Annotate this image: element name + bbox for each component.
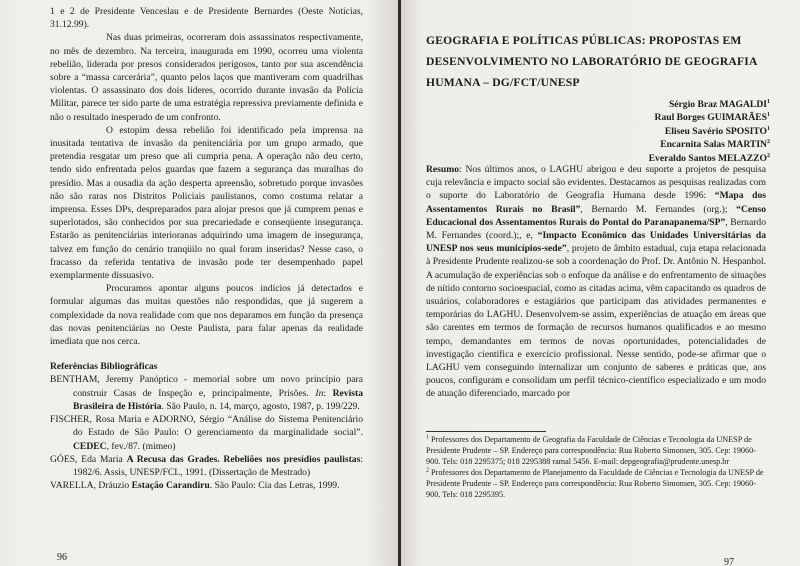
paragraph: Procuramos apontar alguns poucos indícios já detectados e formular algumas das muitas questões não respondidas, que já sugerem a complexidade da nova realidade com que nos deparamos em função da presença das novas penitenciárias no Oeste Paulista, para falar apenas da realidade imediata que nos cerca. xyxy=(50,283,363,348)
paragraph: O estopim dessa rebelião foi identificado pela imprensa na inusitada tentativa de invasão da penitenciária por um grupo armado, que pretendia resgatar um preso que ali cumpria pena. A operação não deu certo, tendo sido enfrentada pelos guardas que fazem a segurança das muralhas do presídio. Mas a ousadia da ação desperta apreensão, sobretudo porque invasões não são raras nos Distritos Policiais paulistanos, como costuma relatar a imprensa. Esses DPs, despreparados para alojar presos que já cumprem penas e superlotados, são conhecidos por sua precariedade e conseqüente insegurança. Estarão as penitenciárias interioranas adquirindo uma imagem de insegurança, talvez em função do cenário tranqüilo no qual foram inseridas? Nesse caso, o fracasso da referida tentativa de invasão pode ter desempenhado papel exemplarmente dissuasivo. xyxy=(50,124,363,282)
footnote: $^1$ Professores dos Departamento de Geografia da Faculdade de Ciências e Tecnologia da UNESP de Presidente Prudente – SP. Endereço para correspondência: Rua Roberto Simonsen, 305. Cep: 19060-900. Tels: 018 2295375; 018 2295388 ramal 5456. E-mail: depgeografia@prudente.unesp.br xyxy=(426,434,756,466)
article-title: GEOGRAFIA E POLÍTICAS PÚBLICAS: PROPOSTAS EM DESENVOLVIMENTO NO LABORATÓRIO DE GEOGRAFIA HUMANA – DG/FCT/UNESP xyxy=(426,34,757,89)
author: Sérgio Braz MAGALDI$^1$ xyxy=(668,98,770,110)
footnote-divider xyxy=(426,431,546,432)
abstract-label: Resumo xyxy=(426,164,460,175)
reference-item: VARELLA, Dráuzio Estação Carandiru. São Paulo: Cia das Letras, 1999. xyxy=(50,480,340,492)
left-body-text xyxy=(50,5,363,492)
author: Encarnita Salas MARTIN$^2$ xyxy=(660,139,770,151)
abstract: Resumo: Nos últimos anos, o LAGHU abrigou e deu suporte a projetos de pesquisa cuja relevância e impacto social são evidentes. Destacamos as pesquisas realizadas com o suporte do Laboratório de Geografia Humana desde 1996: “Mapa dos Assentamentos Rurais no Brasil”, Bernardo M. Fernandes (org.); “Censo Educacional dos Assentamentos Rurais do Pontal do Paranapanema/SP”, Bernardo M. Fernandes (coord.);, e, “Impacto Econômico das Unidades Universitárias da UNESP nos seus municípios-sede”, projeto de âmbito estadual, cuja etapa relacionada à Presidente Prudente realizou-se sob a coordenação do Prof. Dr. Antônio N. Hespanhol. A acumulação de experiências sob o enfoque da análise e do enfrentamento de situações de nítido contorno socioespacial, como as citadas acima, vêm capacitando os quadros de usuários, colaboradores e estagiários que participam das atividades permanentes e temporárias do LAGHU. Desenvolvem-se assim, experiências de atuação em áreas que são carentes em termos de formação de recursos humanos qualificados e ao mesmo tempo, demandantes em termos de novas oportunidades, potencialidades de investigação científica e exercício profissional. Nesse sentido, pode-se afirmar que o LAGHU vem conseguindo internalizar um conjunto de saberes e práticas que, aos poucos, configuram e consolidam um perfil técnico-científico especializado e um modo de atuação diferenciado, marcado por xyxy=(426,164,767,400)
references-heading: Referências Bibliográficas xyxy=(50,361,158,373)
footnotes xyxy=(426,434,766,500)
footnote: $^2$ Professores dos Departamento de Planejamento da Faculdade de Ciências e Tecnologia da UNESP de Presidente Prudente – SP. Endereço para correspondência: Rua Roberto Simonsen, 305. Cep: 19060-900. Tels: 018 2295395. xyxy=(426,467,764,499)
author-list xyxy=(649,98,770,165)
author: Eliseu Savério SPOSITO$^1$ xyxy=(664,125,770,137)
left-page xyxy=(0,0,398,566)
reference-item: FISCHER, Rosa Maria e ADORNO, Sérgio “Análise do Sistema Penitenciário do Estado de São Paulo: O gerenciamento da marginalidade social”. CEDEC, fev./87. (mimeo) xyxy=(50,414,363,452)
paragraph: Nas duas primeiras, ocorreram dois assassinatos respectivamente, no mês de dezembro. Na terceira, inaugurada em 1990, ocorreu uma violenta rebelião, liderada por presos considerados perigosos, tanto por sua ascendência sobre a “massa carcerária”, quanto pelos laços que mantiveram com quadrilhas violentas. O assassinato dos dois líderes, ocorrido durante invasão da Polícia Militar, parece ter sido parte de uma estratégia repressiva previamente definida e não o resultado inesperado de um confronto. xyxy=(50,32,363,123)
paragraph: 1 e 2 de Presidente Venceslau e de Presidente Bernardes (Oeste Notícias, 31.12.99). xyxy=(50,6,363,31)
author: Everaldo Santos MELAZZO$^2$ xyxy=(648,152,770,164)
right-page xyxy=(401,0,800,566)
author: Raul Borges GUIMARÃES$^1$ xyxy=(654,112,770,124)
page-number: 97 xyxy=(724,557,734,566)
reference-item: GÓES, Eda Maria A Recusa das Grades. Rebeliões nos presídios paulistas: 1982/6. Assis, UNESP/FCL, 1991. (Dissertação de Mestrado) xyxy=(50,453,364,478)
page-number: 96 xyxy=(57,552,67,563)
reference-item: BENTHAM, Jeremy Panóptico - memorial sobre um novo princípio para construir Casas de Inspeção e, principalmente, Prisões. In: Revista Brasileira de História. São Paulo, n. 14, março, agosto, 1987, p. 199/229. xyxy=(50,374,363,412)
